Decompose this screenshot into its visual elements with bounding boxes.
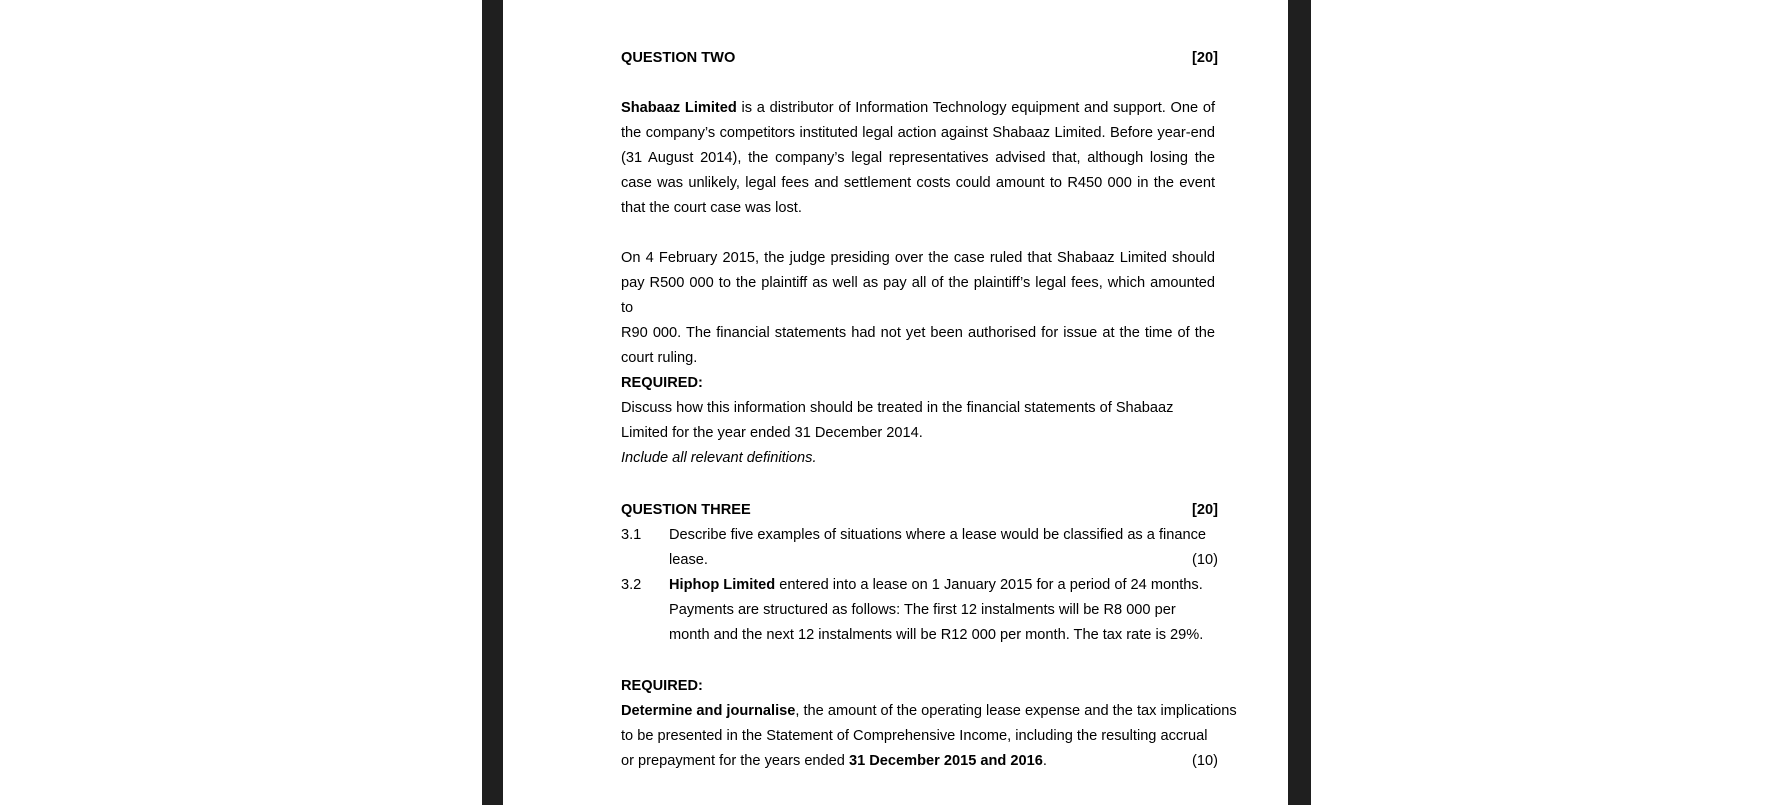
question-two-title: QUESTION TWO [621, 50, 736, 66]
question-3-2-text: Payments are structured as follows: The first 12 instalments will be R8 000 per [669, 602, 1176, 618]
question-3-1-text: lease. [669, 552, 708, 568]
question-number: 3.2 [621, 577, 642, 593]
paragraph-line: (31 August 2014), the company’s legal representatives advised that, although losing the [621, 150, 1215, 166]
required-line-3-text [621, 749, 1047, 774]
required-years-bold: 31 December 2015 and 2016 [848, 753, 1043, 769]
question-two-required-label: REQUIRED: [621, 375, 703, 391]
question-3-2-row-3 [621, 623, 1218, 648]
paragraph-line: court ruling. [621, 350, 698, 366]
paragraph-line: R90 000. The financial statements had not yet been authorised for issue at the time of the [621, 325, 1215, 341]
required-text: or prepayment for the years ended [621, 753, 849, 769]
question-number: 3.1 [621, 527, 642, 543]
paragraph-line: the company’s competitors instituted legal action against Shabaaz Limited. Before year-end [621, 125, 1215, 141]
question-3-2-row-2 [621, 598, 1218, 623]
question-3-1-text: Describe five examples of situations where a lease would be classified as a finance [669, 527, 1207, 543]
question-3-2-text: month and the next 12 instalments will be R12 000 per month. The tax rate is 29%. [669, 627, 1204, 643]
question-three-title: QUESTION THREE [621, 502, 751, 518]
paragraph-line: On 4 February 2015, the judge presiding over the case ruled that Shabaaz Limited should [621, 250, 1215, 266]
required-instruction-lead: Determine and journalise [621, 703, 796, 719]
question-three-required-marks: (10) [1192, 753, 1218, 769]
question-three-required-line-1 [621, 699, 1237, 724]
question-three-marks: [20] [1192, 502, 1218, 518]
question-two-required-line-1: Discuss how this information should be treated in the financial statements of Shabaaz [621, 400, 1174, 416]
question-three-required-label: REQUIRED: [621, 678, 703, 694]
company-name-shabaaz: Shabaaz Limited [621, 100, 737, 116]
question-3-2-text-rest: entered into a lease on 1 January 2015 for a period of 24 months. [775, 577, 1203, 593]
question-three-required-line-2: to be presented in the Statement of Comprehensive Income, including the resulting accrual [621, 728, 1208, 744]
paragraph-line: pay R500 000 to the plaintiff as well as pay all of the plaintiff’s legal fees, which amounted to [621, 275, 1215, 316]
question-3-1-marks: (10) [1192, 552, 1218, 568]
required-text-end: . [1042, 753, 1047, 769]
question-3-1-row-2 [621, 548, 1218, 573]
paragraph-line: case was unlikely, legal fees and settlement costs could amount to R450 000 in the event [621, 175, 1215, 191]
question-two-paragraph-2 [621, 246, 1215, 371]
paragraph-text: is a distributor of Information Technology equipment and support. One of [736, 100, 1216, 116]
company-name-hiphop: Hiphop Limited [669, 577, 776, 593]
required-instruction-text: , the amount of the operating lease expense and the tax implications [795, 703, 1237, 719]
paragraph-line: that the court case was lost. [621, 200, 802, 216]
question-three-heading [621, 498, 1218, 523]
question-two-required-note: Include all relevant definitions. [621, 450, 817, 466]
question-3-2-row [621, 573, 1218, 598]
question-two-required-line-2: Limited for the year ended 31 December 2014. [621, 425, 923, 441]
question-3-1-row [621, 523, 1218, 548]
question-two-heading [621, 46, 1218, 71]
question-three-required-line-3 [621, 749, 1218, 774]
paragraph-line [621, 96, 1215, 121]
question-two-paragraph-1 [621, 96, 1215, 221]
question-3-2-text [669, 573, 1203, 598]
question-two-marks: [20] [1192, 50, 1218, 66]
